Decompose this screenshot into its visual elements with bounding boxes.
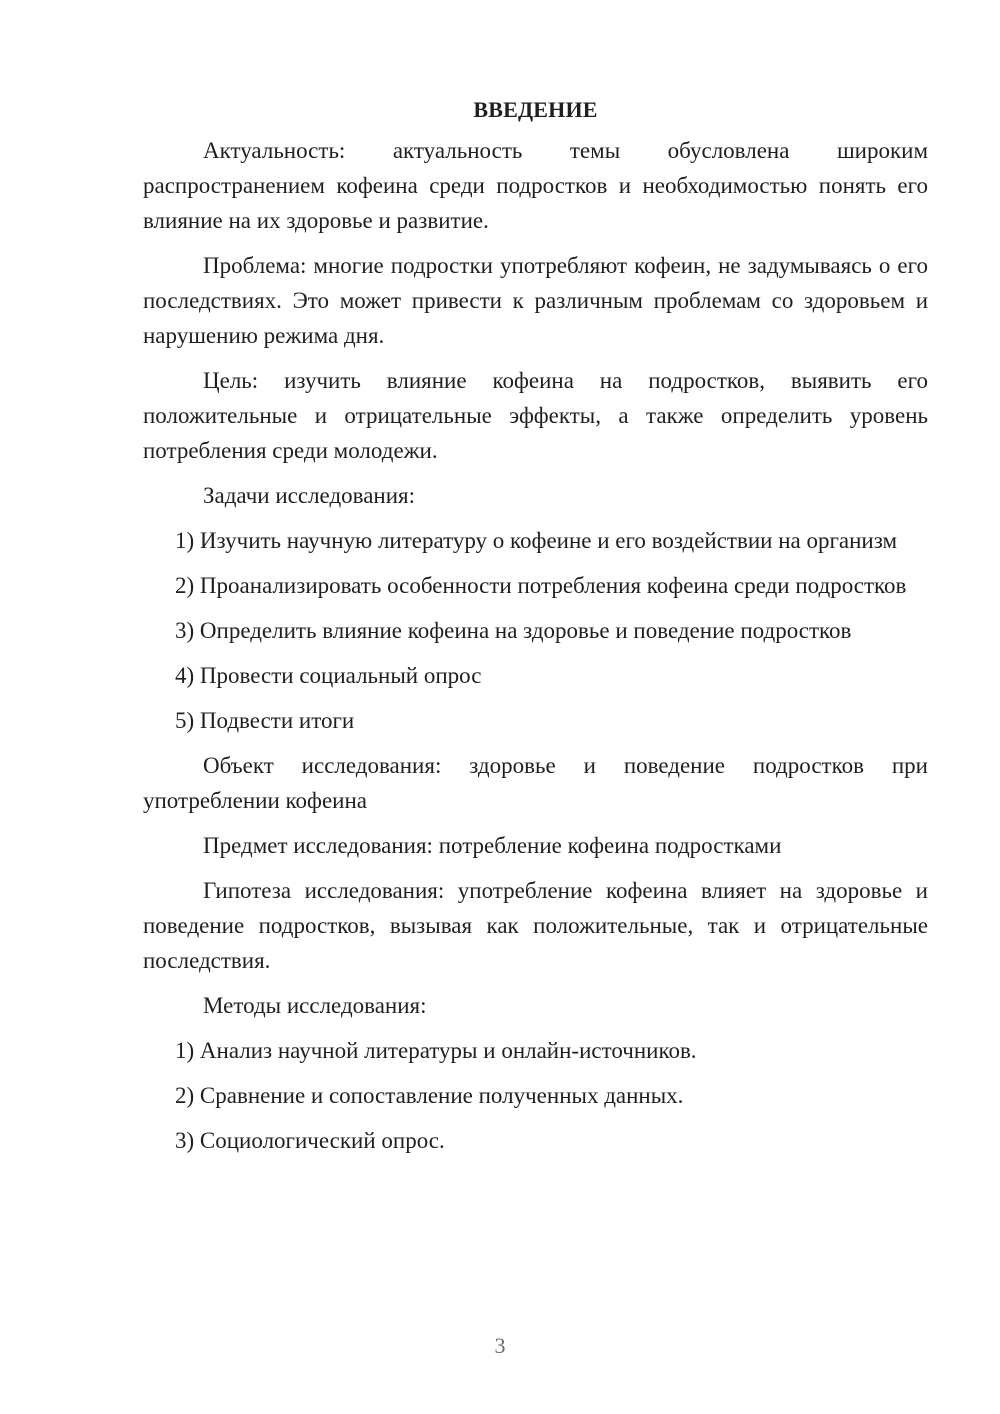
problem-paragraph: Проблема: многие подростки употребляют кофеин, не задумываясь о его последствиях. Это может привести к различным проблемам со здоровьем и нарушению режима дня. [143,253,928,348]
document-page [143,95,928,1168]
method-item: 2) Сравнение и сопоставление полученных данных. [175,1083,684,1108]
methods-heading: Методы исследования: [203,993,427,1018]
page-title: ВВЕДЕНИЕ [473,97,598,122]
goal-paragraph: Цель: изучить влияние кофеина на подростков, выявить его положительные и отрицательные эффекты, а также определить уровень потребления среди молодежи. [143,368,928,463]
task-item: 4) Провести социальный опрос [175,663,482,688]
page-number: 3 [494,1333,506,1358]
task-item: 5) Подвести итоги [175,708,355,733]
tasks-heading: Задачи исследования: [203,483,416,508]
task-item: 2) Проанализировать особенности потребления кофеина среди подростков [175,573,907,598]
method-item: 3) Социологический опрос. [175,1128,445,1153]
method-item: 1) Анализ научной литературы и онлайн-источников. [175,1038,697,1063]
task-item: 1) Изучить научную литературу о кофеине и его воздействии на организм [175,528,898,553]
object-paragraph: Объект исследования: здоровье и поведение подростков при употреблении кофеина [143,753,928,813]
hypothesis-paragraph: Гипотеза исследования: употребление кофеина влияет на здоровье и поведение подростков, вызывая как положительные, так и отрицательные последствия. [143,878,928,973]
task-item: 3) Определить влияние кофеина на здоровье и поведение подростков [175,618,852,643]
subject-paragraph: Предмет исследования: потребление кофеина подростками [203,833,782,858]
relevance-paragraph: Актуальность: актуальность темы обусловлена широким распространением кофеина среди подростков и необходимостью понять его влияние на их здоровье и развитие. [143,138,928,233]
